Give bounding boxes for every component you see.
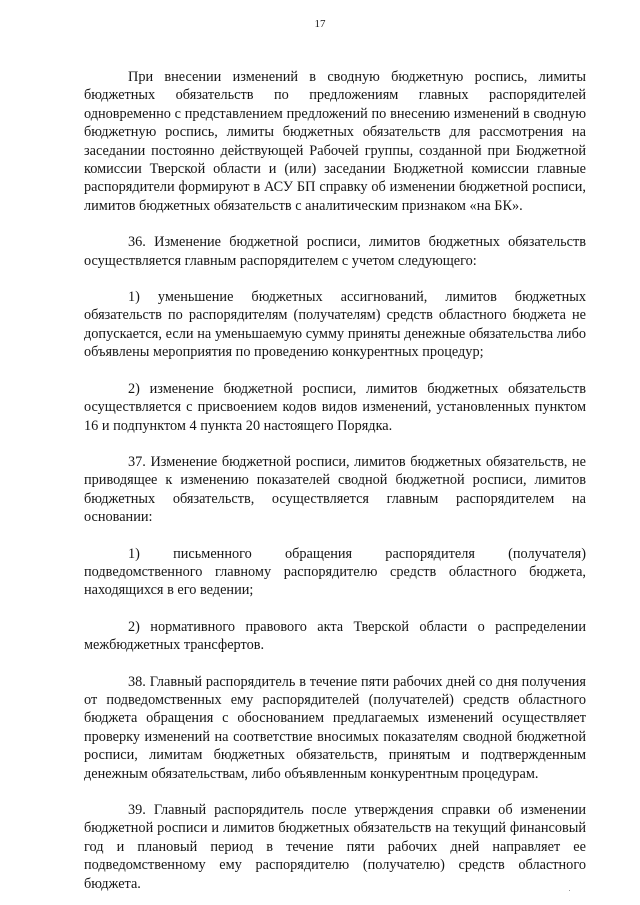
paragraph-36-item-1: 1) уменьшение бюджетных ассигнований, лимитов бюджетных обязательств по распорядителям (получателям) средств областного бюджета не допускается, если на уменьшаемую сумму приняты денежные обязательства либо объявлены мероприятия по проведению конкурентных процедур; bbox=[84, 289, 586, 361]
paragraph-intro: При внесении изменений в сводную бюджетную роспись, лимиты бюджетных обязательств по предложениям главных распорядителей одновременно с представлением предложений по внесению изменений в сводную бюджетную роспись, лимиты бюджетных обязательств для рассмотрения на заседании постоянно действующей Рабочей группы, созданной при Бюджетной комиссии Тверской области и (или) заседании Бюджетной комиссии главные распорядители формируют в АСУ БП справку об изменении бюджетной росписи, лимитов бюджетных обязательств с аналитическим признаком «на БК». bbox=[84, 69, 586, 214]
page-number: 17 bbox=[314, 18, 326, 30]
paragraph-37-item-1: 1) письменного обращения распорядителя (получателя) подведомственного главному распорядителю средств областного бюджета, находящихся в его ведении; bbox=[84, 545, 586, 599]
paragraph-37-item-2: 2) нормативного правового акта Тверской области о распределении межбюджетных трансфертов. bbox=[84, 618, 586, 654]
paragraph-39: 39. Главный распорядитель после утверждения справки об изменении бюджетной росписи и лимитов бюджетных обязательств на текущий финансовый год и плановый период в течение пяти рабочих дней направляет ее подведомственному ему распорядителю (получателю) средств областного бюджета. bbox=[84, 802, 586, 892]
paragraph-38: 38. Главный распорядитель в течение пяти рабочих дней со дня получения от подведомственных ему распорядителей (получателей) средств областного бюджета обращения с обоснованием предлагаемых изменений осуществляет проверку изменений на соответствие вносимых показателям сводной бюджетной росписи, лимитам бюджетных обязательств, принятым и подтвержденным денежным обязательствам, либо объявленным конкурентным процедурам. bbox=[84, 673, 586, 782]
paragraph-37: 37. Изменение бюджетной росписи, лимитов бюджетных обязательств, не приводящее к изменению показателей сводной бюджетной росписи, лимитов бюджетных обязательств, осуществляется главным распорядителем на основании: bbox=[84, 453, 586, 526]
scan-artifact bbox=[569, 890, 570, 891]
paragraph-36: 36. Изменение бюджетной росписи, лимитов бюджетных обязательств осуществляется главным распорядителем с учетом следующего: bbox=[84, 234, 586, 269]
paragraph-36-item-2: 2) изменение бюджетной росписи, лимитов бюджетных обязательств осуществляется с присвоением кодов видов изменений, установленных пунктом 16 и подпунктом 4 пункта 20 настоящего Порядка. bbox=[84, 380, 586, 434]
document-body bbox=[84, 68, 586, 893]
